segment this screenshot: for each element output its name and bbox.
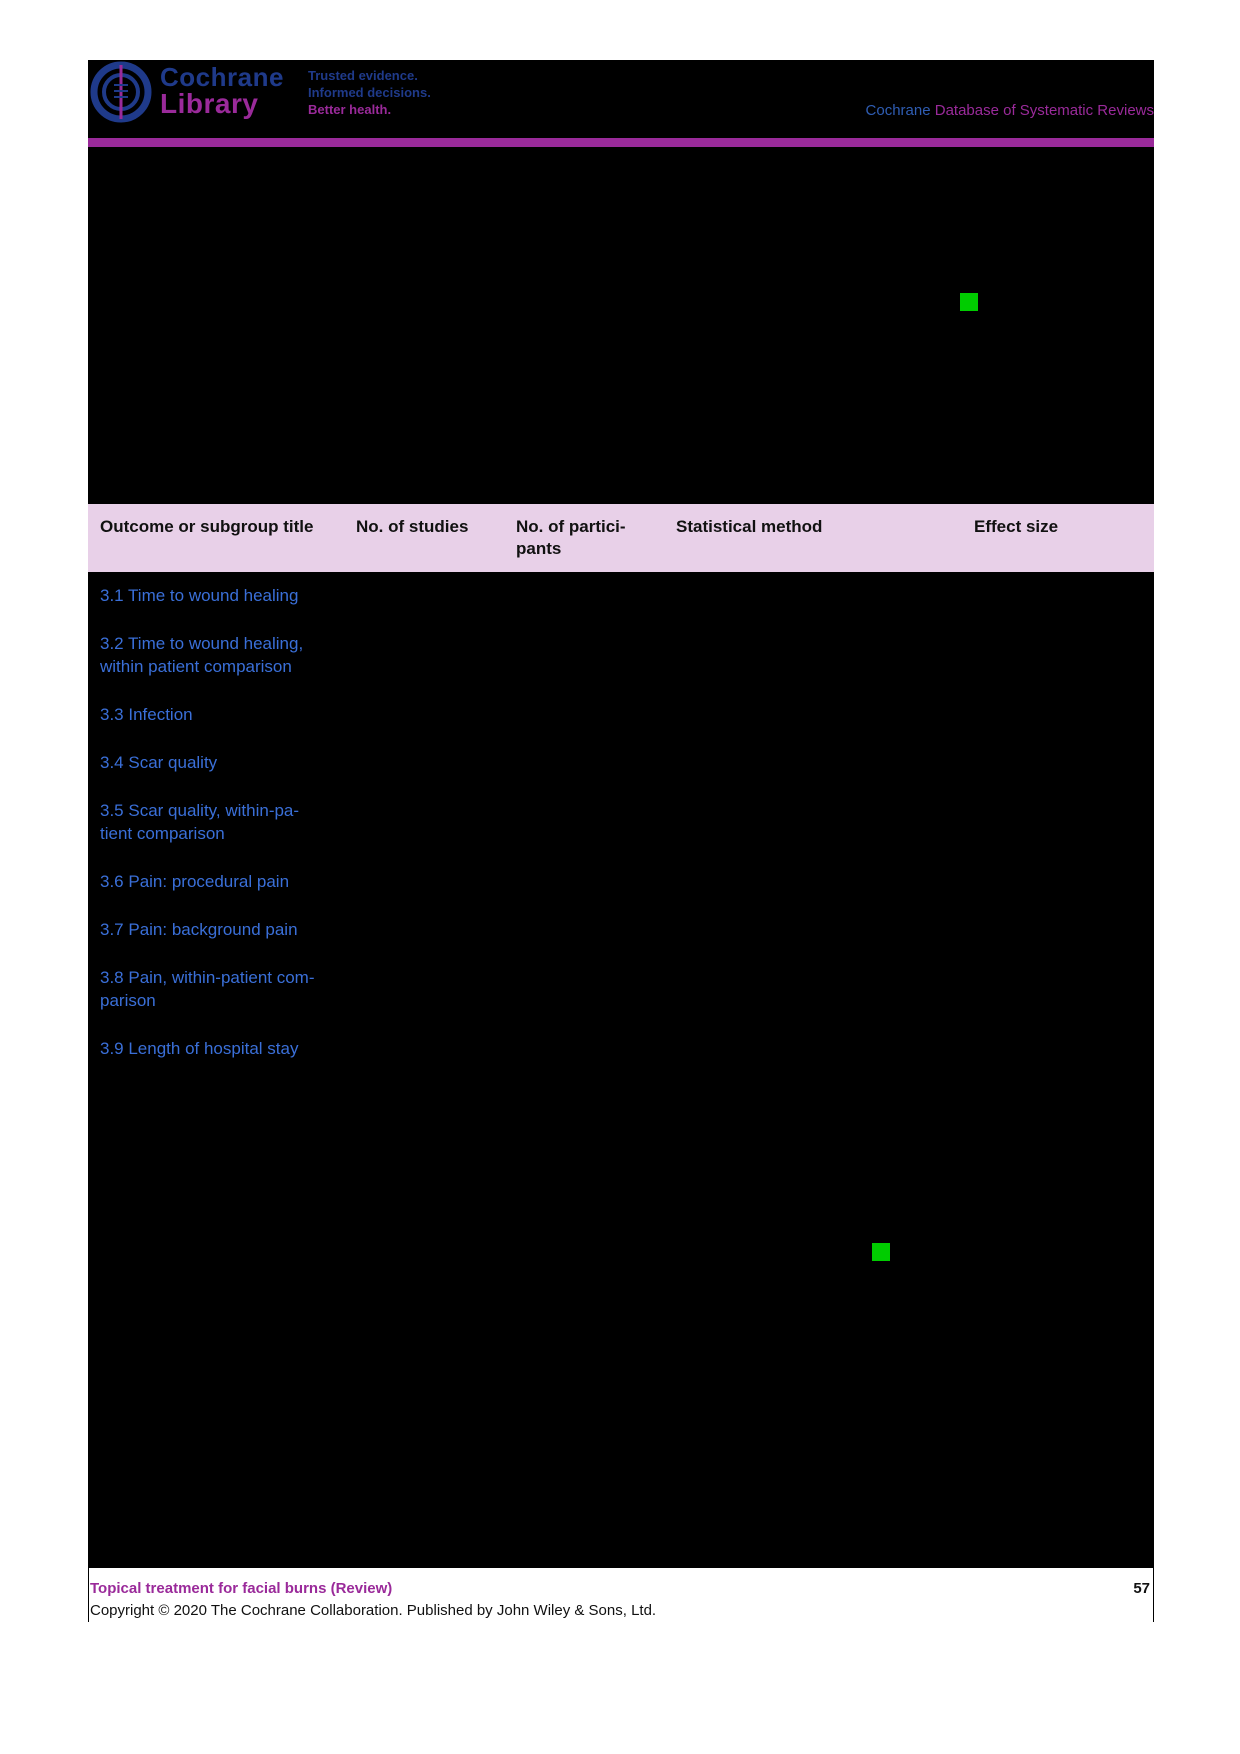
database-title-rest: Database of Systematic Reviews: [934, 102, 1154, 119]
header-divider: [88, 138, 1154, 147]
column-header: Effect size: [974, 517, 1059, 536]
outcome-link[interactable]: 3.3 Infection: [100, 705, 193, 724]
outcome-link[interactable]: 3.4 Scar quality: [100, 753, 218, 772]
footer-copyright: Copyright © 2020 The Cochrane Collaboration. Published by John Wiley & Sons, Ltd.: [90, 1602, 657, 1619]
outcome-link[interactable]: 3.7 Pain: background pain: [100, 920, 298, 939]
outcome-link[interactable]: 3.6 Pain: procedural pain: [100, 872, 290, 891]
database-title-cochrane: Cochrane: [865, 102, 931, 119]
footer-border-left: [88, 1568, 89, 1622]
column-header: Outcome or subgroup title: [100, 517, 314, 536]
footer-border-right: [1153, 1568, 1154, 1622]
tagline-line: Informed decisions.: [308, 85, 431, 100]
outcome-list: [100, 584, 340, 1085]
table-header-row: [88, 504, 1154, 572]
outcome-link[interactable]: 3.2 Time to wound healing, within patient comparison: [100, 634, 304, 676]
tagline-line: Better health.: [308, 102, 392, 117]
outcome-link[interactable]: 3.9 Length of hospital stay: [100, 1039, 299, 1058]
outcome-link[interactable]: 3.1 Time to wound healing: [100, 586, 299, 605]
outcome-link[interactable]: 3.5 Scar quality, within-pa- tient comparison: [100, 801, 300, 843]
column-header: No. of studies: [356, 517, 469, 536]
page-number: 57: [1133, 1580, 1150, 1597]
green-marker: [960, 293, 978, 311]
database-title: [866, 102, 1154, 119]
green-marker: [872, 1243, 890, 1261]
logo-text-cochrane: Cochrane: [160, 62, 284, 92]
tagline-line: Trusted evidence.: [308, 68, 418, 83]
column-header: No. of partici- pants: [516, 517, 626, 558]
page-header: [88, 60, 1154, 140]
tagline: [308, 67, 431, 118]
logo-text-library: Library: [160, 88, 259, 119]
column-header: Statistical method: [676, 517, 823, 536]
footer-title: Topical treatment for facial burns (Review): [90, 1580, 393, 1597]
outcome-link[interactable]: 3.8 Pain, within-patient com- parison: [100, 968, 315, 1010]
cochrane-logo-icon: [90, 61, 152, 123]
